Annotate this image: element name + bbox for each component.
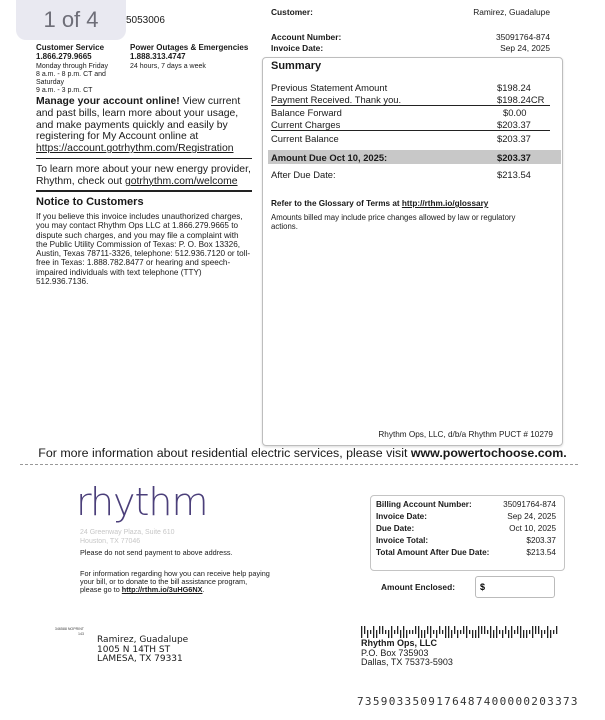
barcode-bar (457, 630, 458, 638)
divider (271, 105, 550, 106)
barcode-bar (436, 630, 437, 638)
barcode-bar (403, 626, 404, 638)
barcode-bar (556, 626, 557, 634)
barcode-bar (406, 630, 407, 638)
no-send-note: Please do not send payment to above address. (80, 548, 233, 557)
billing-row-value: $213.54 (526, 548, 556, 557)
summary-row (271, 107, 563, 118)
barcode-bar (364, 626, 365, 634)
summary-row-label: Current Charges (271, 119, 341, 130)
postal-barcode (361, 626, 563, 638)
billing-row-label: Invoice Total: (376, 536, 429, 545)
summary-row-label: After Due Date: (271, 169, 336, 180)
registration-link[interactable]: https://account.gotrhythm.com/Registration (36, 143, 234, 155)
noprint-line-2: 143 (78, 631, 84, 636)
divider (36, 190, 252, 192)
notice-text: If you believe this invoice includes unauthorized charges, you may contact Rhythm Ops LLC at 1.866.279.9665 to dispute such charges, and you may file a complaint with the Public Utility Commission of Texas: P. O. Box 13326, Austin, Texas 78711-3326, telephone: 512.936.7120 or toll-free in Texas: 1.888.782.8477 or hearing and speech-impaired individuals with text telephone (TTY) 512.936.7136. (36, 212, 251, 287)
barcode-bar (451, 630, 452, 638)
account-code: 5053006 (126, 15, 165, 26)
customer-service-phone: 1.866.279.9665 (36, 52, 92, 62)
summary-row-label: Payment Received. Thank you. (271, 94, 402, 105)
barcode-bar (400, 630, 401, 638)
barcode-bar (541, 630, 542, 638)
barcode-bar (484, 626, 485, 634)
amount-enclosed-field[interactable] (475, 576, 555, 598)
powertochoose-line (0, 446, 605, 460)
customer-service-block (36, 44, 108, 96)
barcode-bar (466, 626, 467, 638)
invoice-date-label: Invoice Date: (271, 43, 324, 53)
summary-row (271, 94, 563, 105)
manage-body: View current and past bills, learn more about your usage, and make payments quickly and easily by registering for My Account online at (36, 96, 241, 143)
noprint-code (40, 627, 84, 636)
amount-due-row (271, 152, 563, 163)
help-text: For information regarding how you can receive help paying your bill, or to donate to the bill assistance program, please go to http://rthm.io/3uHG6NX. (80, 569, 270, 595)
barcode-bar (448, 626, 449, 638)
barcode-bar (439, 626, 440, 634)
barcode-bar (469, 630, 470, 634)
company-address-line-2: Houston, TX 77046 (80, 538, 141, 545)
billing-row-value: Sep 24, 2025 (507, 512, 556, 521)
summary-row-label: Balance Forward (271, 107, 342, 118)
customer-row (271, 7, 550, 17)
summary-row-value: $203.37 (497, 119, 531, 130)
after-due-row (271, 169, 563, 180)
barcode-bar (493, 630, 494, 638)
mailing-street: 1005 N 14TH ST (97, 644, 171, 655)
barcode-bar (508, 630, 509, 638)
learn-body: To learn more about your new energy provider, Rhythm, check out (36, 164, 251, 187)
billing-row (376, 512, 556, 521)
manage-bold: Manage your account online! (36, 96, 180, 107)
cs-hours-3: Saturday (36, 79, 65, 87)
billing-row (376, 500, 556, 509)
powertochoose-link[interactable]: www.powertochoose.com. (410, 446, 567, 460)
ocr-scanline: 7359033509176487400000203373 (357, 695, 579, 708)
summary-row-label: Previous Statement Amount (271, 82, 388, 93)
barcode-bar (529, 630, 530, 634)
barcode-bar (511, 626, 512, 638)
cs-hours-2: 8 a.m. - 8 p.m. CT and (36, 70, 106, 78)
cs-hours-4: 9 a.m. - 3 p.m. CT (36, 87, 93, 95)
amount-enclosed-label: Amount Enclosed: (381, 582, 455, 592)
billing-row-label: Due Date: (376, 524, 415, 533)
billing-row (376, 524, 556, 533)
barcode-bar (418, 626, 419, 638)
glossary-label: Refer to the Glossary of Terms at (271, 199, 402, 208)
barcode-bar (526, 630, 527, 638)
barcode-bar (367, 630, 368, 638)
barcode-bar (472, 630, 473, 638)
barcode-bar (505, 626, 506, 634)
billing-row (376, 536, 556, 545)
barcode-bar (430, 626, 431, 638)
customer-service-title: Customer Service (36, 43, 105, 52)
mailing-address (97, 636, 188, 665)
barcode-bar (475, 630, 476, 638)
billing-row-label: Billing Account Number: (376, 500, 472, 509)
glossary-link[interactable]: http://rthm.io/glossary (401, 199, 489, 208)
barcode-bar (535, 626, 536, 634)
billing-row-value: 35091764-874 (503, 500, 556, 509)
barcode-bar (547, 626, 548, 638)
barcode-bar (382, 626, 383, 634)
invoice-date-value: Sep 24, 2025 (500, 43, 550, 53)
outages-block (130, 44, 248, 71)
barcode-bar (409, 630, 410, 634)
summary-row (271, 133, 563, 144)
barcode-bar (361, 626, 362, 638)
barcode-bar (388, 630, 389, 638)
barcode-bar (538, 626, 539, 634)
barcode-bar (379, 626, 380, 634)
barcode-bar (445, 626, 446, 638)
summary-row-label: Amount Due Oct 10, 2025: (271, 152, 388, 163)
summary-row-value: $213.54 (497, 169, 531, 180)
divider (36, 158, 252, 159)
customer-value: Ramirez, Guadalupe (473, 7, 550, 17)
billing-row-value: Oct 10, 2025 (509, 524, 556, 533)
barcode-bar (433, 630, 434, 634)
outages-phone: 1.888.313.4747 (130, 52, 186, 62)
barcode-bar (481, 626, 482, 634)
summary-row-value: $198.24CR (497, 94, 545, 105)
barcode-bar (394, 630, 395, 634)
barcode-bar (385, 630, 386, 634)
mailing-city: LAMESA, TX 79331 (97, 654, 183, 665)
remit-line-1: P.O. Box 735903 (361, 647, 429, 658)
barcode-bar (499, 630, 500, 634)
mailing-name: Ramirez, Guadalupe (97, 635, 189, 645)
summary-row-value: $203.37 (497, 133, 531, 144)
barcode-bar (427, 626, 428, 634)
barcode-bar (412, 630, 413, 634)
manage-account-text (36, 96, 252, 155)
barcode-bar (496, 626, 497, 638)
learn-more-text (36, 164, 252, 188)
barcode-bar (421, 630, 422, 638)
barcode-bar (373, 626, 374, 638)
billing-row-label: Total Amount After Due Date: (376, 548, 490, 557)
barcode-bar (454, 626, 455, 634)
powertochoose-text: For more information about residential electric services, please visit (38, 446, 411, 460)
barcode-bar (520, 626, 521, 638)
barcode-bar (460, 630, 461, 634)
barcode-bar (523, 630, 524, 638)
help-body: For information regarding how you can receive help paying your bill, or to donate to the bill assistance program, please go to (80, 569, 270, 595)
barcode-bar (550, 630, 551, 638)
barcode-bar (463, 626, 464, 634)
barcode-bar (544, 630, 545, 634)
notice-title: Notice to Customers (36, 196, 144, 208)
rhythm-logo: rhythm (76, 480, 208, 524)
divider (271, 130, 550, 131)
barcode-bar (442, 630, 443, 634)
billing-row-value: $203.37 (526, 536, 556, 545)
help-link[interactable]: http://rthm.io/3uHG6NX (121, 585, 203, 595)
page-indicator: 1 of 4 (16, 0, 126, 40)
barcode-bar (517, 626, 518, 634)
barcode-bar (502, 630, 503, 638)
remit-name: Rhythm Ops, LLC (361, 638, 437, 648)
summary-row-value: $0.00 (503, 107, 527, 118)
summary-row (271, 82, 563, 93)
account-number-row (271, 32, 550, 42)
barcode-bar (487, 630, 488, 634)
amounts-note: Amounts billed may include price changes allowed by law or regulatory actions. (271, 213, 516, 231)
outages-title: Power Outages & Emergencies (130, 43, 249, 52)
remit-line-2: Dallas, TX 75373-5903 (361, 657, 453, 667)
barcode-bar (478, 626, 479, 638)
cs-hours-1: Monday through Friday (36, 62, 108, 70)
barcode-bar (514, 630, 515, 634)
barcode-bar (424, 630, 425, 638)
puct-line: Rhythm Ops, LLC, d/b/a Rhythm PUCT # 10279 (378, 430, 553, 439)
summary-row (271, 119, 563, 130)
barcode-bar (391, 626, 392, 638)
barcode-bar (553, 630, 554, 634)
summary-row-value: $203.37 (497, 152, 531, 163)
billing-row-label: Invoice Date: (376, 512, 427, 521)
barcode-bar (376, 630, 377, 638)
barcode-bar (370, 630, 371, 634)
noprint-line-1: 346588 NOPRINT (54, 627, 84, 631)
summary-row-value: $198.24 (497, 82, 531, 93)
barcode-bar (532, 626, 533, 638)
remit-address (361, 639, 453, 668)
barcode-bar (490, 626, 491, 638)
company-address-line-1: 24 Greenway Plaza, Suite 610 (80, 529, 175, 536)
summary-row-label: Current Balance (271, 133, 339, 144)
company-address (80, 528, 175, 546)
barcode-bar (415, 626, 416, 634)
outages-hours: 24 hours, 7 days a week (130, 62, 206, 70)
billing-row (376, 548, 556, 557)
customer-label: Customer: (271, 7, 313, 17)
invoice-date-row (271, 43, 550, 53)
account-number-value: 35091764-874 (495, 32, 550, 42)
barcode-bar (397, 626, 398, 634)
account-number-label: Account Number: (271, 32, 342, 42)
glossary-text (271, 199, 488, 208)
welcome-link[interactable]: gotrhythm.com/welcome (124, 175, 238, 187)
summary-title: Summary (271, 60, 322, 72)
tear-line (20, 464, 578, 465)
